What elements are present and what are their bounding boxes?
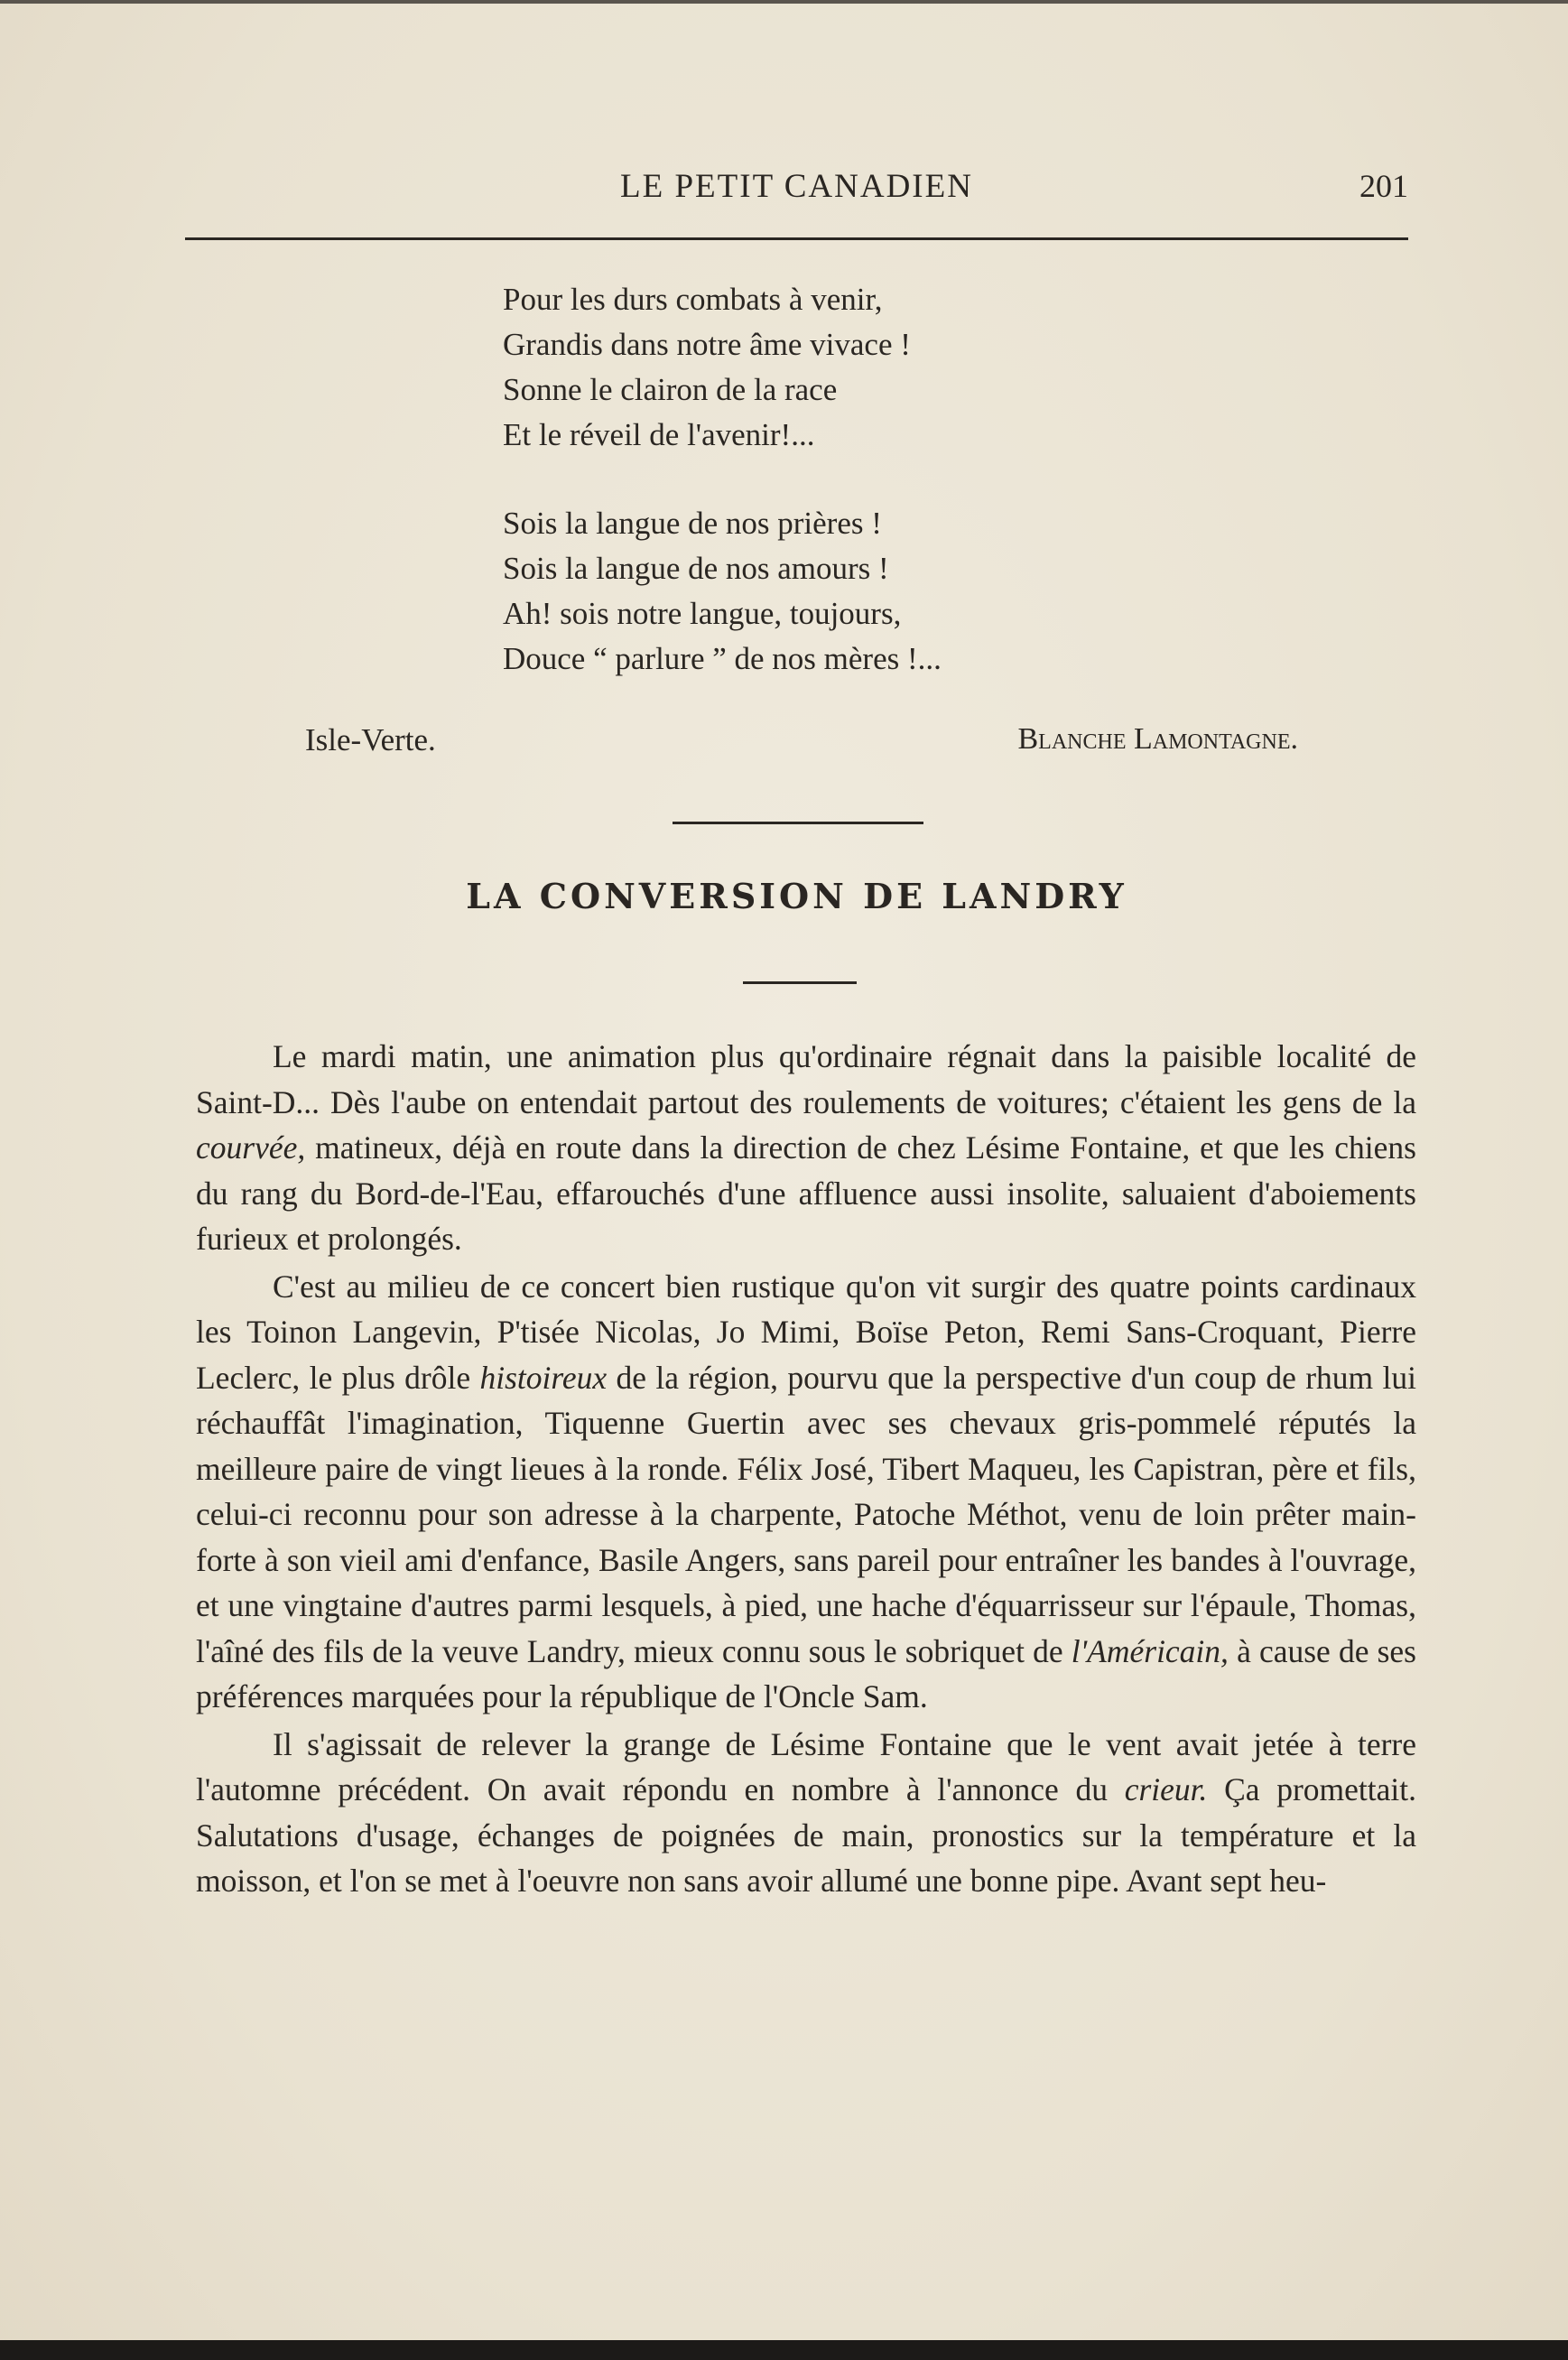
- scan-bottom-edge: [0, 2340, 1568, 2360]
- article-paragraph: [196, 1722, 1416, 1904]
- poem-line: Grandis dans notre âme vivace !: [503, 327, 911, 362]
- italic-term: histoireux: [479, 1359, 608, 1396]
- poem-signature: [305, 722, 1298, 767]
- italic-term: courvée,: [196, 1129, 306, 1166]
- poem-line: Sois la langue de nos prières !: [503, 506, 882, 541]
- poem-place: Isle-Verte.: [305, 722, 436, 757]
- poem-line: Sonne le clairon de la race: [503, 372, 838, 407]
- italic-term: l'Américain,: [1071, 1632, 1229, 1669]
- poem-line: Sois la langue de nos amours !: [503, 551, 889, 586]
- poem: [503, 277, 1315, 725]
- article-paragraph: [196, 1264, 1416, 1720]
- text-run: Le mardi matin, une animation plus qu'ordinaire régnait dans la paisible localité de Saint-D... Dès l'aube on entendait partout des roulements de voitures; c'étaient les gens de la: [196, 1038, 1416, 1120]
- text-run: de la région, pourvu que la perspective d'un coup de rhum lui réchauffât l'imagination, Tiquenne Guertin avec ses chevaux gris-pommelé réputés la meilleure paire de vingt lieues à la ronde. Félix José, Tibert Maqueu, les Capistran, père et fils, celui-ci reconnu pour son adresse à la charpente, Patoche Méthot, venu de loin prêter main-forte à son vieil ami d'enfance, Basile Angers, sans pareil pour entraîner les bandes à l'ouvrage, et une vingtaine d'autres parmi lesquels, à pied, une hache d'équarrisseur sur l'épaule, Thomas, l'aîné des fils de la veuve Landry, mieux connu sous le sobriquet de: [196, 1359, 1416, 1669]
- page-number: 201: [1359, 168, 1408, 204]
- text-run: à cause de ses préférences marquées pour la république de l'Oncle Sam.: [196, 1632, 1416, 1714]
- top-edge: [0, 0, 1568, 4]
- header-rule: [185, 237, 1408, 240]
- italic-term: crieur.: [1124, 1771, 1208, 1807]
- poem-author: Blanche Lamontagne.: [1017, 722, 1298, 756]
- text-run: C'est au milieu de ce concert bien rustique qu'on vit surgir des quatre points cardinaux les Toinon Langevin, P'tisée Nicolas, Jo Mimi, Boïse Peton, Remi Sans-Croquant, Pierre Leclerc, le plus drôle: [196, 1268, 1416, 1396]
- poem-stanza: [503, 501, 1315, 682]
- running-title: LE PETIT CANADIEN: [620, 168, 973, 205]
- text-run: matineux, déjà en route dans la direction de chez Lésime Fontaine, et que les chiens du rang du Bord-de-l'Eau, effarouchés d'une affluence aussi insolite, saluaient d'aboiements furieux et prolongés.: [196, 1129, 1416, 1257]
- article-paragraph: [196, 1034, 1416, 1262]
- poem-line: Et le réveil de l'avenir!...: [503, 417, 815, 452]
- section-divider: [673, 822, 923, 824]
- running-header: [185, 167, 1408, 212]
- poem-line: Ah! sois notre langue, toujours,: [503, 596, 902, 631]
- title-underline: [743, 981, 857, 984]
- text-run: Ça promettait. Salutations d'usage, échanges de poignées de main, pronostics sur la température et la moisson, et l'on se met à l'oeuvre non sans avoir allumé une bonne pipe. Avant sept heu-: [196, 1771, 1416, 1899]
- article-title: LA CONVERSION DE LANDRY: [466, 876, 1127, 916]
- poem-line: Douce “ parlure ” de nos mères !...: [503, 641, 942, 676]
- poem-stanza: [503, 277, 1315, 458]
- article-body: [196, 1034, 1416, 1906]
- text-run: Il s'agissait de relever la grange de Lésime Fontaine que le vent avait jetée à terre l'automne précédent. On avait répondu en nombre à l'annonce du: [196, 1725, 1416, 1807]
- poem-line: Pour les durs combats à venir,: [503, 282, 883, 317]
